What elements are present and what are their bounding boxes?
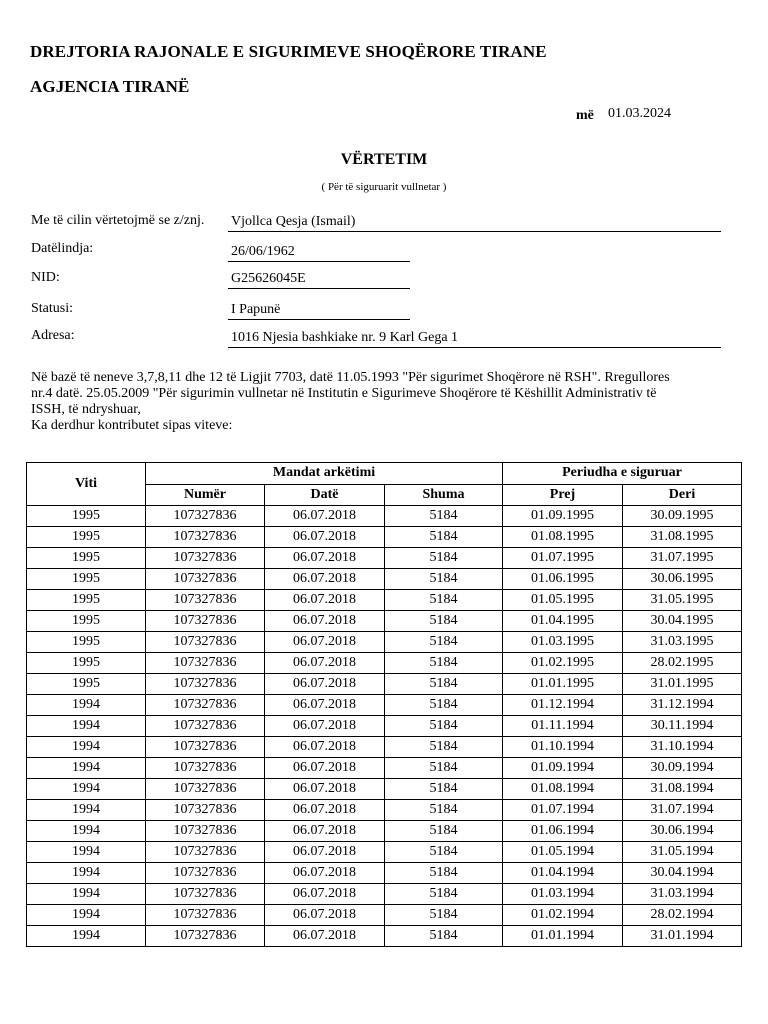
- amount-cell: 5184: [385, 800, 503, 821]
- birthdate-value: 26/06/1962: [228, 243, 410, 262]
- table-row: [27, 884, 742, 905]
- from-cell: 01.02.1994: [503, 905, 623, 926]
- date-cell: 06.07.2018: [265, 527, 385, 548]
- number-cell: 107327836: [146, 758, 265, 779]
- from-cell: 01.04.1994: [503, 863, 623, 884]
- year-cell: 1994: [27, 695, 146, 716]
- date-cell: 06.07.2018: [265, 716, 385, 737]
- date-cell: 06.07.2018: [265, 653, 385, 674]
- from-cell: 01.12.1994: [503, 695, 623, 716]
- birthdate-label: Datëlindja:: [31, 241, 94, 256]
- from-cell: 01.01.1995: [503, 674, 623, 695]
- to-cell: 28.02.1995: [623, 653, 742, 674]
- date-cell: 06.07.2018: [265, 611, 385, 632]
- document-date: 01.03.2024: [608, 106, 671, 121]
- table-row: [27, 653, 742, 674]
- number-cell: 107327836: [146, 653, 265, 674]
- number-cell: 107327836: [146, 632, 265, 653]
- col-to-header: Deri: [623, 484, 742, 506]
- table-row: [27, 926, 742, 947]
- amount-cell: 5184: [385, 548, 503, 569]
- amount-cell: 5184: [385, 758, 503, 779]
- table-row: [27, 737, 742, 758]
- amount-cell: 5184: [385, 611, 503, 632]
- amount-cell: 5184: [385, 653, 503, 674]
- table-row: [27, 758, 742, 779]
- table-row: [27, 695, 742, 716]
- to-cell: 31.08.1994: [623, 779, 742, 800]
- amount-cell: 5184: [385, 716, 503, 737]
- date-cell: 06.07.2018: [265, 905, 385, 926]
- table-row: [27, 905, 742, 926]
- from-cell: 01.01.1994: [503, 926, 623, 947]
- year-cell: 1994: [27, 779, 146, 800]
- number-cell: 107327836: [146, 590, 265, 611]
- from-cell: 01.07.1994: [503, 800, 623, 821]
- from-cell: 01.03.1994: [503, 884, 623, 905]
- from-cell: 01.06.1994: [503, 821, 623, 842]
- from-cell: 01.04.1995: [503, 611, 623, 632]
- table-row: [27, 821, 742, 842]
- number-cell: 107327836: [146, 926, 265, 947]
- from-cell: 01.05.1995: [503, 590, 623, 611]
- year-cell: 1994: [27, 800, 146, 821]
- to-cell: 31.07.1994: [623, 800, 742, 821]
- from-cell: 01.11.1994: [503, 716, 623, 737]
- amount-cell: 5184: [385, 926, 503, 947]
- to-cell: 31.12.1994: [623, 695, 742, 716]
- year-cell: 1995: [27, 632, 146, 653]
- amount-cell: 5184: [385, 821, 503, 842]
- amount-cell: 5184: [385, 695, 503, 716]
- to-cell: 31.07.1995: [623, 548, 742, 569]
- amount-cell: 5184: [385, 674, 503, 695]
- organization-name: DREJTORIA RAJONALE E SIGURIMEVE SHOQËRORE TIRANE: [30, 42, 547, 61]
- date-label: më: [576, 108, 594, 123]
- to-cell: 30.06.1995: [623, 569, 742, 590]
- date-cell: 06.07.2018: [265, 884, 385, 905]
- date-cell: 06.07.2018: [265, 758, 385, 779]
- amount-cell: 5184: [385, 779, 503, 800]
- from-cell: 01.09.1994: [503, 758, 623, 779]
- from-cell: 01.10.1994: [503, 737, 623, 758]
- col-year-header: Viti: [27, 463, 146, 506]
- table-row: [27, 842, 742, 863]
- table-row: [27, 674, 742, 695]
- date-cell: 06.07.2018: [265, 674, 385, 695]
- col-date-header: Datë: [265, 484, 385, 506]
- table-row: [27, 548, 742, 569]
- to-cell: 31.05.1995: [623, 590, 742, 611]
- amount-cell: 5184: [385, 527, 503, 548]
- date-cell: 06.07.2018: [265, 842, 385, 863]
- number-cell: 107327836: [146, 821, 265, 842]
- table-body: [27, 506, 742, 947]
- date-cell: 06.07.2018: [265, 632, 385, 653]
- number-cell: 107327836: [146, 695, 265, 716]
- status-value: I Papunë: [228, 301, 410, 320]
- date-cell: 06.07.2018: [265, 737, 385, 758]
- from-cell: 01.08.1994: [503, 779, 623, 800]
- status-label: Statusi:: [31, 301, 74, 316]
- legal-line: Në bazë të neneve 3,7,8,11 dhe 12 të Ligjit 7703, datë 11.05.1993 "Për sigurimet Shoqërore në RSH". Rregullores: [31, 370, 670, 385]
- year-cell: 1995: [27, 653, 146, 674]
- number-cell: 107327836: [146, 863, 265, 884]
- payment-group-header: Mandat arkëtimi: [146, 463, 503, 485]
- to-cell: 30.09.1994: [623, 758, 742, 779]
- number-cell: 107327836: [146, 800, 265, 821]
- from-cell: 01.03.1995: [503, 632, 623, 653]
- amount-cell: 5184: [385, 590, 503, 611]
- to-cell: 28.02.1994: [623, 905, 742, 926]
- legal-line: ISSH, të ndryshuar,: [31, 402, 141, 417]
- address-value: 1016 Njesia bashkiake nr. 9 Karl Gega 1: [228, 329, 721, 348]
- to-cell: 31.03.1995: [623, 632, 742, 653]
- number-cell: 107327836: [146, 569, 265, 590]
- legal-line: Ka derdhur kontributet sipas viteve:: [31, 418, 233, 433]
- year-cell: 1994: [27, 884, 146, 905]
- table-row: [27, 611, 742, 632]
- amount-cell: 5184: [385, 506, 503, 527]
- to-cell: 30.04.1995: [623, 611, 742, 632]
- table-row: [27, 863, 742, 884]
- year-cell: 1995: [27, 590, 146, 611]
- year-cell: 1995: [27, 506, 146, 527]
- year-cell: 1994: [27, 905, 146, 926]
- number-cell: 107327836: [146, 674, 265, 695]
- to-cell: 31.01.1994: [623, 926, 742, 947]
- number-cell: 107327836: [146, 779, 265, 800]
- number-cell: 107327836: [146, 905, 265, 926]
- period-group-header: Periudha e siguruar: [503, 463, 742, 485]
- number-cell: 107327836: [146, 527, 265, 548]
- date-cell: 06.07.2018: [265, 695, 385, 716]
- table-row: [27, 716, 742, 737]
- contributions-table: [26, 462, 742, 947]
- date-cell: 06.07.2018: [265, 800, 385, 821]
- col-number-header: Numër: [146, 484, 265, 506]
- year-cell: 1994: [27, 842, 146, 863]
- table-row: [27, 590, 742, 611]
- number-cell: 107327836: [146, 548, 265, 569]
- person-label: Me të cilin vërtetojmë se z/znj.: [31, 213, 205, 228]
- table-row: [27, 569, 742, 590]
- year-cell: 1995: [27, 611, 146, 632]
- date-cell: 06.07.2018: [265, 926, 385, 947]
- date-cell: 06.07.2018: [265, 506, 385, 527]
- year-cell: 1995: [27, 674, 146, 695]
- year-cell: 1995: [27, 527, 146, 548]
- from-cell: 01.07.1995: [503, 548, 623, 569]
- date-cell: 06.07.2018: [265, 863, 385, 884]
- to-cell: 31.10.1994: [623, 737, 742, 758]
- to-cell: 31.05.1994: [623, 842, 742, 863]
- number-cell: 107327836: [146, 716, 265, 737]
- year-cell: 1994: [27, 758, 146, 779]
- from-cell: 01.09.1995: [503, 506, 623, 527]
- year-cell: 1994: [27, 863, 146, 884]
- amount-cell: 5184: [385, 863, 503, 884]
- nid-label: NID:: [31, 270, 60, 285]
- date-cell: 06.07.2018: [265, 569, 385, 590]
- amount-cell: 5184: [385, 905, 503, 926]
- address-label: Adresa:: [31, 328, 75, 343]
- table-row: [27, 800, 742, 821]
- from-cell: 01.05.1994: [503, 842, 623, 863]
- table-row: [27, 632, 742, 653]
- date-cell: 06.07.2018: [265, 821, 385, 842]
- amount-cell: 5184: [385, 884, 503, 905]
- year-cell: 1994: [27, 737, 146, 758]
- year-cell: 1995: [27, 569, 146, 590]
- to-cell: 31.08.1995: [623, 527, 742, 548]
- document-title: VËRTETIM: [340, 151, 428, 168]
- to-cell: 31.03.1994: [623, 884, 742, 905]
- year-cell: 1994: [27, 821, 146, 842]
- to-cell: 30.11.1994: [623, 716, 742, 737]
- date-cell: 06.07.2018: [265, 548, 385, 569]
- person-value: Vjollca Qesja (Ismail): [228, 213, 721, 232]
- number-cell: 107327836: [146, 884, 265, 905]
- legal-line: nr.4 datë. 25.05.2009 "Për sigurimin vullnetar në Institutin e Sigurimeve Shoqërore të Këshillit Administrativ të: [31, 386, 657, 401]
- date-cell: 06.07.2018: [265, 779, 385, 800]
- table-row: [27, 527, 742, 548]
- document-subtitle: ( Për të siguruarit vullnetar ): [321, 181, 447, 193]
- year-cell: 1994: [27, 716, 146, 737]
- col-from-header: Prej: [503, 484, 623, 506]
- to-cell: 31.01.1995: [623, 674, 742, 695]
- year-cell: 1994: [27, 926, 146, 947]
- year-cell: 1995: [27, 548, 146, 569]
- table-row: [27, 506, 742, 527]
- nid-value: G25626045E: [228, 270, 410, 289]
- legal-basis-paragraph: [31, 370, 751, 434]
- number-cell: 107327836: [146, 842, 265, 863]
- from-cell: 01.08.1995: [503, 527, 623, 548]
- amount-cell: 5184: [385, 737, 503, 758]
- agency-name: AGJENCIA TIRANË: [30, 77, 190, 96]
- amount-cell: 5184: [385, 632, 503, 653]
- to-cell: 30.06.1994: [623, 821, 742, 842]
- number-cell: 107327836: [146, 737, 265, 758]
- col-amount-header: Shuma: [385, 484, 503, 506]
- amount-cell: 5184: [385, 842, 503, 863]
- from-cell: 01.06.1995: [503, 569, 623, 590]
- to-cell: 30.04.1994: [623, 863, 742, 884]
- number-cell: 107327836: [146, 611, 265, 632]
- to-cell: 30.09.1995: [623, 506, 742, 527]
- number-cell: 107327836: [146, 506, 265, 527]
- table-row: [27, 779, 742, 800]
- amount-cell: 5184: [385, 569, 503, 590]
- from-cell: 01.02.1995: [503, 653, 623, 674]
- date-cell: 06.07.2018: [265, 590, 385, 611]
